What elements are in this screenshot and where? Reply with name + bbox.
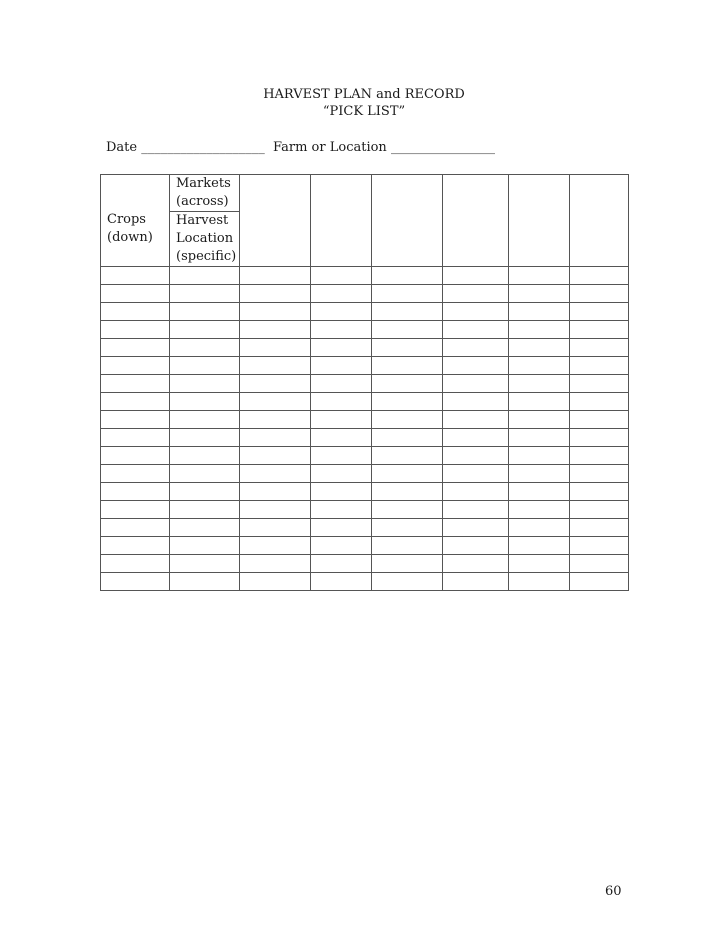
table-cell[interactable] [443, 375, 509, 393]
table-cell[interactable] [101, 285, 170, 303]
table-cell[interactable] [570, 555, 629, 573]
document-title [0, 86, 728, 120]
table-cell[interactable] [101, 321, 170, 339]
table-cell[interactable] [372, 537, 443, 555]
table-cell[interactable] [509, 321, 570, 339]
table-cell[interactable] [240, 501, 311, 519]
table-row [101, 303, 629, 321]
table-cell[interactable] [372, 429, 443, 447]
table-cell[interactable] [101, 393, 170, 411]
table-cell[interactable] [311, 429, 372, 447]
table-cell[interactable] [311, 393, 372, 411]
table-cell[interactable] [240, 429, 311, 447]
table-row [101, 483, 629, 501]
table-row [101, 447, 629, 465]
table-cell[interactable] [311, 519, 372, 537]
table-cell[interactable] [240, 375, 311, 393]
table-cell[interactable] [240, 321, 311, 339]
table-cell[interactable] [443, 303, 509, 321]
table-cell[interactable] [240, 555, 311, 573]
table-cell[interactable] [372, 519, 443, 537]
table-cell[interactable] [509, 519, 570, 537]
table-cell[interactable] [443, 537, 509, 555]
crops-sublabel: (down) [107, 230, 153, 245]
table-cell[interactable] [372, 267, 443, 285]
table-cell[interactable] [443, 357, 509, 375]
table-cell[interactable] [170, 573, 240, 591]
table-cell[interactable] [570, 375, 629, 393]
table-cell[interactable] [570, 483, 629, 501]
table-cell[interactable] [311, 573, 372, 591]
table-cell[interactable] [240, 357, 311, 375]
table-row [101, 285, 629, 303]
market-header-cell[interactable] [570, 175, 629, 267]
table-cell[interactable] [311, 411, 372, 429]
table-cell[interactable] [170, 465, 240, 483]
table-cell[interactable] [311, 267, 372, 285]
table-cell[interactable] [311, 375, 372, 393]
table-cell[interactable] [509, 501, 570, 519]
table-cell[interactable] [101, 573, 170, 591]
table-cell[interactable] [570, 519, 629, 537]
table-cell[interactable] [240, 267, 311, 285]
table-cell[interactable] [509, 393, 570, 411]
table-cell[interactable] [443, 393, 509, 411]
table-cell[interactable] [170, 303, 240, 321]
table-cell[interactable] [170, 267, 240, 285]
table-cell[interactable] [240, 303, 311, 321]
location-sublabel: Location [176, 231, 234, 246]
table-cell[interactable] [443, 411, 509, 429]
table-cell[interactable] [509, 411, 570, 429]
table-cell[interactable] [570, 501, 629, 519]
table-cell[interactable] [240, 393, 311, 411]
table-cell[interactable] [311, 285, 372, 303]
markets-sublabel: (across) [176, 194, 229, 209]
table-cell[interactable] [570, 267, 629, 285]
table-cell[interactable] [443, 555, 509, 573]
table-cell[interactable] [240, 465, 311, 483]
table-cell[interactable] [570, 393, 629, 411]
table-cell[interactable] [509, 465, 570, 483]
table-row [101, 519, 629, 537]
table-cell[interactable] [101, 465, 170, 483]
table-cell[interactable] [372, 555, 443, 573]
table-cell[interactable] [240, 483, 311, 501]
table-cell[interactable] [570, 429, 629, 447]
specific-sublabel: (specific) [176, 249, 237, 264]
table-cell[interactable] [170, 339, 240, 357]
table-cell[interactable] [311, 465, 372, 483]
table-cell[interactable] [170, 429, 240, 447]
table-cell[interactable] [443, 339, 509, 357]
page-number: 60 [605, 884, 622, 899]
table-cell[interactable] [170, 519, 240, 537]
table-cell[interactable] [372, 303, 443, 321]
table-cell[interactable] [570, 303, 629, 321]
market-header-cell[interactable] [311, 175, 372, 267]
markets-label: Markets [176, 176, 231, 191]
table-row [101, 393, 629, 411]
crops-label: Crops [107, 212, 146, 227]
table-cell[interactable] [311, 555, 372, 573]
date-label: Date [106, 140, 138, 155]
title-line-2: “PICK LIST” [322, 104, 406, 119]
market-header-cell[interactable] [240, 175, 311, 267]
table-cell[interactable] [509, 573, 570, 591]
table-cell[interactable] [170, 447, 240, 465]
table-cell[interactable] [570, 285, 629, 303]
table-cell[interactable] [509, 429, 570, 447]
table-cell[interactable] [240, 573, 311, 591]
table-cell[interactable] [443, 429, 509, 447]
table-cell[interactable] [101, 339, 170, 357]
table-cell[interactable] [443, 447, 509, 465]
location-label: Farm or Location [273, 140, 387, 155]
table-cell[interactable] [311, 537, 372, 555]
table-cell[interactable] [170, 483, 240, 501]
table-cell[interactable] [240, 411, 311, 429]
table-cell[interactable] [372, 285, 443, 303]
table-cell[interactable] [101, 519, 170, 537]
table-row [101, 339, 629, 357]
table-cell[interactable] [101, 483, 170, 501]
table-cell[interactable] [372, 465, 443, 483]
table-cell[interactable] [570, 339, 629, 357]
table-cell[interactable] [311, 483, 372, 501]
table-cell[interactable] [372, 573, 443, 591]
table-cell[interactable] [311, 339, 372, 357]
table-cell[interactable] [443, 321, 509, 339]
table-row [101, 501, 629, 519]
table-cell[interactable] [372, 501, 443, 519]
table-cell[interactable] [101, 429, 170, 447]
table-cell[interactable] [509, 555, 570, 573]
table-cell[interactable] [443, 483, 509, 501]
table-cell[interactable] [570, 321, 629, 339]
table-cell[interactable] [509, 303, 570, 321]
table-cell[interactable] [311, 501, 372, 519]
table-cell[interactable] [509, 357, 570, 375]
market-header-cell[interactable] [372, 175, 443, 267]
table-row [101, 375, 629, 393]
table-cell[interactable] [170, 537, 240, 555]
markets-harvest-header-cell [170, 175, 240, 267]
table-cell[interactable] [170, 375, 240, 393]
table-cell[interactable] [372, 411, 443, 429]
table-cell[interactable] [101, 303, 170, 321]
table-cell[interactable] [509, 537, 570, 555]
table-cell[interactable] [101, 375, 170, 393]
table-cell[interactable] [101, 501, 170, 519]
table-cell[interactable] [372, 393, 443, 411]
table-cell[interactable] [101, 411, 170, 429]
table-cell[interactable] [240, 537, 311, 555]
table-cell[interactable] [443, 267, 509, 285]
table-cell[interactable] [372, 375, 443, 393]
table-cell[interactable] [240, 285, 311, 303]
table-cell[interactable] [443, 285, 509, 303]
table-cell[interactable] [570, 537, 629, 555]
table-cell[interactable] [372, 357, 443, 375]
table-cell[interactable] [372, 339, 443, 357]
table-row [101, 465, 629, 483]
table-cell[interactable] [170, 285, 240, 303]
table-cell[interactable] [509, 447, 570, 465]
table-cell[interactable] [311, 447, 372, 465]
table-cell[interactable] [570, 411, 629, 429]
table-cell[interactable] [570, 447, 629, 465]
harvest-location-header [170, 212, 239, 266]
crops-header-cell [101, 175, 170, 267]
date-location-line [106, 139, 495, 156]
table-cell[interactable] [372, 321, 443, 339]
table-row [101, 537, 629, 555]
table-cell[interactable] [240, 339, 311, 357]
table-header-row [101, 175, 629, 267]
table-cell[interactable] [170, 393, 240, 411]
table-cell[interactable] [443, 573, 509, 591]
table-cell[interactable] [443, 501, 509, 519]
table-cell[interactable] [570, 573, 629, 591]
table-row [101, 357, 629, 375]
table-cell[interactable] [570, 357, 629, 375]
table-cell[interactable] [443, 519, 509, 537]
market-header-cell[interactable] [443, 175, 509, 267]
table-cell[interactable] [240, 519, 311, 537]
table-cell[interactable] [443, 465, 509, 483]
table-cell[interactable] [101, 447, 170, 465]
table-cell[interactable] [101, 357, 170, 375]
table-cell[interactable] [101, 267, 170, 285]
table-row [101, 411, 629, 429]
location-blank[interactable]: ________________ [390, 140, 495, 155]
markets-header [170, 175, 239, 212]
table-cell[interactable] [372, 483, 443, 501]
table-cell[interactable] [509, 375, 570, 393]
table-cell[interactable] [170, 555, 240, 573]
table-cell[interactable] [311, 321, 372, 339]
table-cell[interactable] [509, 483, 570, 501]
table-cell[interactable] [101, 537, 170, 555]
table-cell[interactable] [311, 303, 372, 321]
table-row [101, 429, 629, 447]
title-line-1: HARVEST PLAN and RECORD [263, 87, 465, 102]
table-cell[interactable] [509, 339, 570, 357]
table-cell[interactable] [240, 447, 311, 465]
table-row [101, 321, 629, 339]
table-cell[interactable] [311, 357, 372, 375]
table-cell[interactable] [509, 285, 570, 303]
table-cell[interactable] [372, 447, 443, 465]
table-row [101, 267, 629, 285]
market-header-cell[interactable] [509, 175, 570, 267]
table-cell[interactable] [509, 267, 570, 285]
table-cell[interactable] [170, 501, 240, 519]
table-cell[interactable] [170, 411, 240, 429]
table-cell[interactable] [170, 357, 240, 375]
date-blank[interactable]: ___________________ [141, 140, 265, 155]
pick-list-table [100, 174, 629, 591]
table-cell[interactable] [570, 465, 629, 483]
table-row [101, 555, 629, 573]
table-cell[interactable] [170, 321, 240, 339]
table-row [101, 573, 629, 591]
harvest-label: Harvest [176, 213, 229, 228]
table-cell[interactable] [101, 555, 170, 573]
